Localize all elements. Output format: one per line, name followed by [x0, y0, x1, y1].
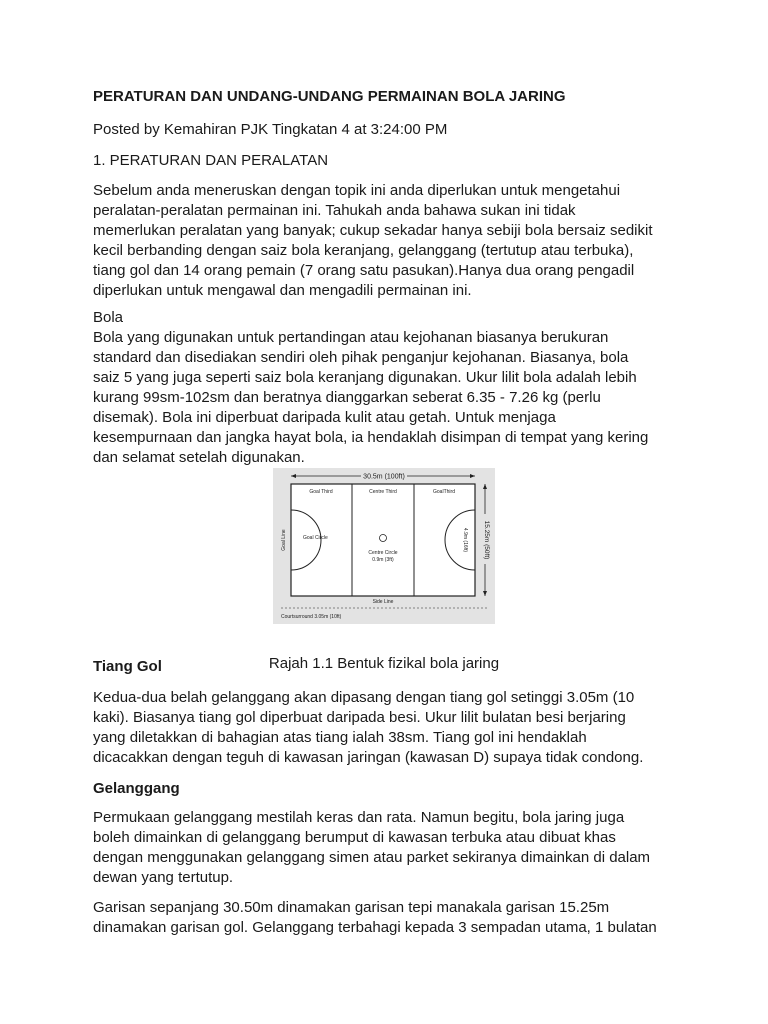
- text-line: Permukaan gelanggang mestilah keras dan rata. Namun begitu, bola jaring juga: [93, 809, 625, 826]
- bola-section: [93, 308, 648, 468]
- circle-radius-label: 4.9m (16ft): [462, 527, 468, 553]
- text-line: boleh dimainkan di gelanggang berumput di kawasan terbuka atau dibuat khas: [93, 829, 616, 846]
- side-line-label: Side Line: [372, 599, 394, 605]
- goal-circle-label: Goal Circle: [303, 535, 328, 541]
- subheading: Tiang Gol: [93, 658, 162, 675]
- text-line: Bola yang digunakan untuk pertandingan atau kejohanan biasanya berukuran: [93, 329, 609, 346]
- post-meta: Posted by Kemahiran PJK Tingkatan 4 at 3:24:00 PM: [93, 121, 448, 138]
- goal-line-label: Goal Line: [281, 529, 287, 551]
- subheading: Bola: [93, 309, 124, 326]
- centre-circle-size: 0.9m (3ft): [372, 557, 394, 563]
- text-line: kecil berbanding dengan saiz bola keranjang, gelanggang (tertutup atau terbuka),: [93, 242, 634, 259]
- text-line: memerlukan peralatan yang banyak; cukup sekadar hanya sebiji bola bersaiz sedikit: [93, 222, 653, 239]
- page-title: PERATURAN DAN UNDANG-UNDANG PERMAINAN BOLA JARING: [93, 88, 566, 105]
- text-line: Sebelum anda meneruskan dengan topik ini anda diperlukan untuk mengetahui: [93, 182, 621, 199]
- court-diagram: [273, 468, 495, 624]
- text-line: disemak). Bola ini diperbuat daripada kulit atau getah. Untuk menjaga: [93, 409, 556, 426]
- centre-circle: [380, 535, 387, 542]
- figure-caption: Rajah 1.1 Bentuk fizikal bola jaring: [268, 655, 500, 672]
- text-line: dengan menggunakan gelanggang simen atau parket sekiranya dimainkan di dalam: [93, 849, 651, 866]
- centre-third-label: Centre Third: [369, 489, 397, 495]
- text-line: Garisan sepanjang 30.50m dinamakan garisan tepi manakala garisan 15.25m: [93, 899, 610, 916]
- text-line: kaki). Biasanya tiang gol diperbuat daripada besi. Ukur lilit bulatan besi berjaring: [93, 709, 626, 726]
- text-line: peralatan-peralatan permainan ini. Tahukah anda bahawa sukan ini tidak: [93, 202, 576, 219]
- text-line: kurang 99sm-102sm dan beratnya dianggarkan seberat 6.35 - 7.26 kg (perlu: [93, 389, 601, 406]
- text-line: tiang gol dan 14 orang pemain (7 orang satu pasukan).Hanya dua orang pengadil: [93, 262, 635, 279]
- text-line: yang diletakkan di bahagian atas tiang ialah 38sm. Tiang gol ini hendaklah: [93, 729, 587, 746]
- length-label: 30.5m (100ft): [363, 473, 405, 481]
- gelanggang-paragraph: [93, 808, 650, 888]
- surround-label: Courtsurround 3.05m (10ft): [281, 614, 342, 620]
- goal-third-label: GoalThird: [433, 489, 455, 495]
- centre-circle-label: Centre Circle: [368, 550, 398, 556]
- text-line: kesempurnaan dan jangka hayat bola, ia hendaklah disimpan di tempat yang kering: [93, 429, 649, 446]
- text-line: dicacakkan dengan teguh di kawasan jaringan (kawasan D) supaya tidak condong.: [93, 749, 644, 766]
- tiang-paragraph: [93, 688, 643, 768]
- section-heading: 1. PERATURAN DAN PERALATAN: [93, 152, 329, 169]
- text-line: diperlukan untuk mengawal dan mengadili permainan ini.: [93, 282, 472, 299]
- intro-paragraph: [93, 181, 653, 301]
- text-line: dewan yang tertutup.: [93, 869, 234, 886]
- garisan-paragraph: [93, 898, 657, 938]
- text-line: dan selamat setelah digunakan.: [93, 449, 305, 466]
- text-line: saiz 5 yang juga seperti saiz bola keranjang digunakan. Ukur lilit bola adalah lebih: [93, 369, 637, 386]
- netball-court-figure: [273, 468, 495, 624]
- width-label: 15.25m (50ft): [483, 520, 490, 560]
- text-line: standard dan disediakan sendiri oleh pihak penganjur kejohanan. Biasanya, bola: [93, 349, 629, 366]
- subheading: Gelanggang: [93, 780, 180, 797]
- goal-third-label: Goal Third: [309, 489, 333, 495]
- text-line: Kedua-dua belah gelanggang akan dipasang dengan tiang gol setinggi 3.05m (10: [93, 689, 635, 706]
- text-line: dinamakan garisan gol. Gelanggang terbahagi kepada 3 sempadan utama, 1 bulatan: [93, 919, 657, 936]
